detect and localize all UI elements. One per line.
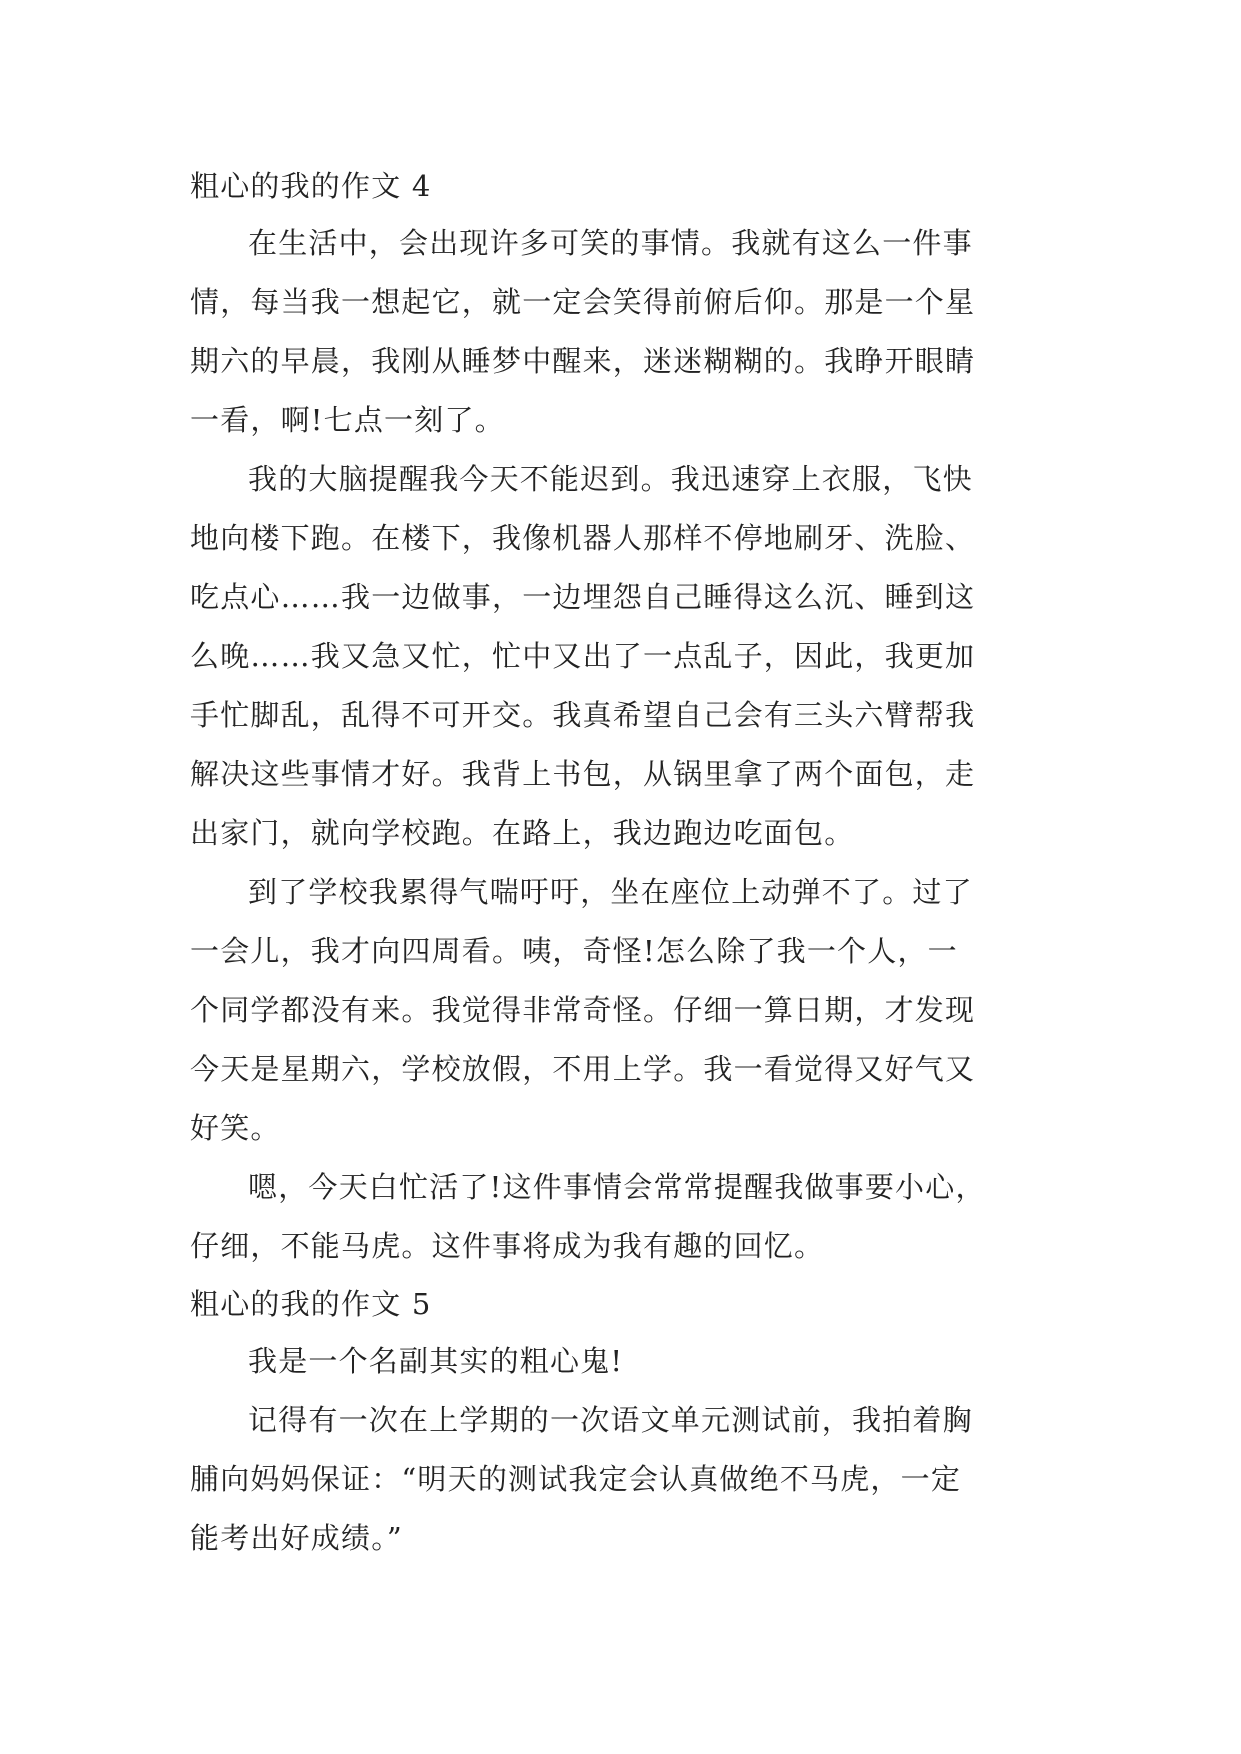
text-line: 地向楼下跑。在楼下，我像机器人那样不停地刷牙、洗脸、: [190, 521, 976, 555]
text-line: 一会儿，我才向四周看。咦，奇怪!怎么除了我一个人，一: [190, 934, 958, 968]
section-heading: 粗心的我的作文 4: [190, 169, 432, 203]
paragraph: [190, 1332, 1060, 1391]
paragraph: [190, 214, 1060, 450]
text-line: 么晚……我又急又忙，忙中又出了一点乱子，因此，我更加: [190, 639, 976, 673]
text-line: 手忙脚乱，乱得不可开交。我真希望自己会有三头六臂帮我: [190, 698, 976, 732]
text-line: 我是一个名副其实的粗心鬼!: [248, 1344, 624, 1378]
text-line: 嗯，今天白忙活了!这件事情会常常提醒我做事要小心，: [248, 1170, 986, 1204]
text-line: 一看，啊!七点一刻了。: [190, 403, 505, 437]
text-line: 到了学校我累得气喘吁吁，坐在座位上动弹不了。过了: [248, 875, 973, 909]
text-line: 仔细，不能马虎。这件事将成为我有趣的回忆。: [190, 1229, 825, 1263]
document-body: [190, 158, 1060, 1568]
text-line: 出家门，就向学校跑。在路上，我边跑边吃面包。: [190, 816, 855, 850]
text-line: 我的大脑提醒我今天不能迟到。我迅速穿上衣服，飞快: [248, 462, 973, 496]
text-line: 吃点心……我一边做事，一边埋怨自己睡得这么沉、睡到这: [190, 580, 976, 614]
text-line: 今天是星期六，学校放假，不用上学。我一看觉得又好气又: [190, 1052, 976, 1086]
text-line: 在生活中，会出现许多可笑的事情。我就有这么一件事: [248, 226, 973, 260]
text-line: 解决这些事情才好。我背上书包，从锅里拿了两个面包，走: [190, 757, 976, 791]
text-line: 记得有一次在上学期的一次语文单元测试前，我拍着胸: [248, 1403, 973, 1437]
paragraph: [190, 863, 1060, 1158]
text-line: 期六的早晨，我刚从睡梦中醒来，迷迷糊糊的。我睁开眼睛: [190, 344, 976, 378]
text-line: 脯向妈妈保证：“明天的测试我定会认真做绝不马虎，一定: [190, 1462, 962, 1496]
paragraph: [190, 1391, 1060, 1568]
section-heading: 粗心的我的作文 5: [190, 1287, 432, 1321]
paragraph: [190, 450, 1060, 863]
text-line: 情，每当我一想起它，就一定会笑得前俯后仰。那是一个星: [190, 285, 976, 319]
text-line: 能考出好成绩。”: [190, 1521, 403, 1555]
text-line: 个同学都没有来。我觉得非常奇怪。仔细一算日期，才发现: [190, 993, 976, 1027]
text-line: 好笑。: [190, 1111, 281, 1145]
paragraph: [190, 1158, 1060, 1276]
